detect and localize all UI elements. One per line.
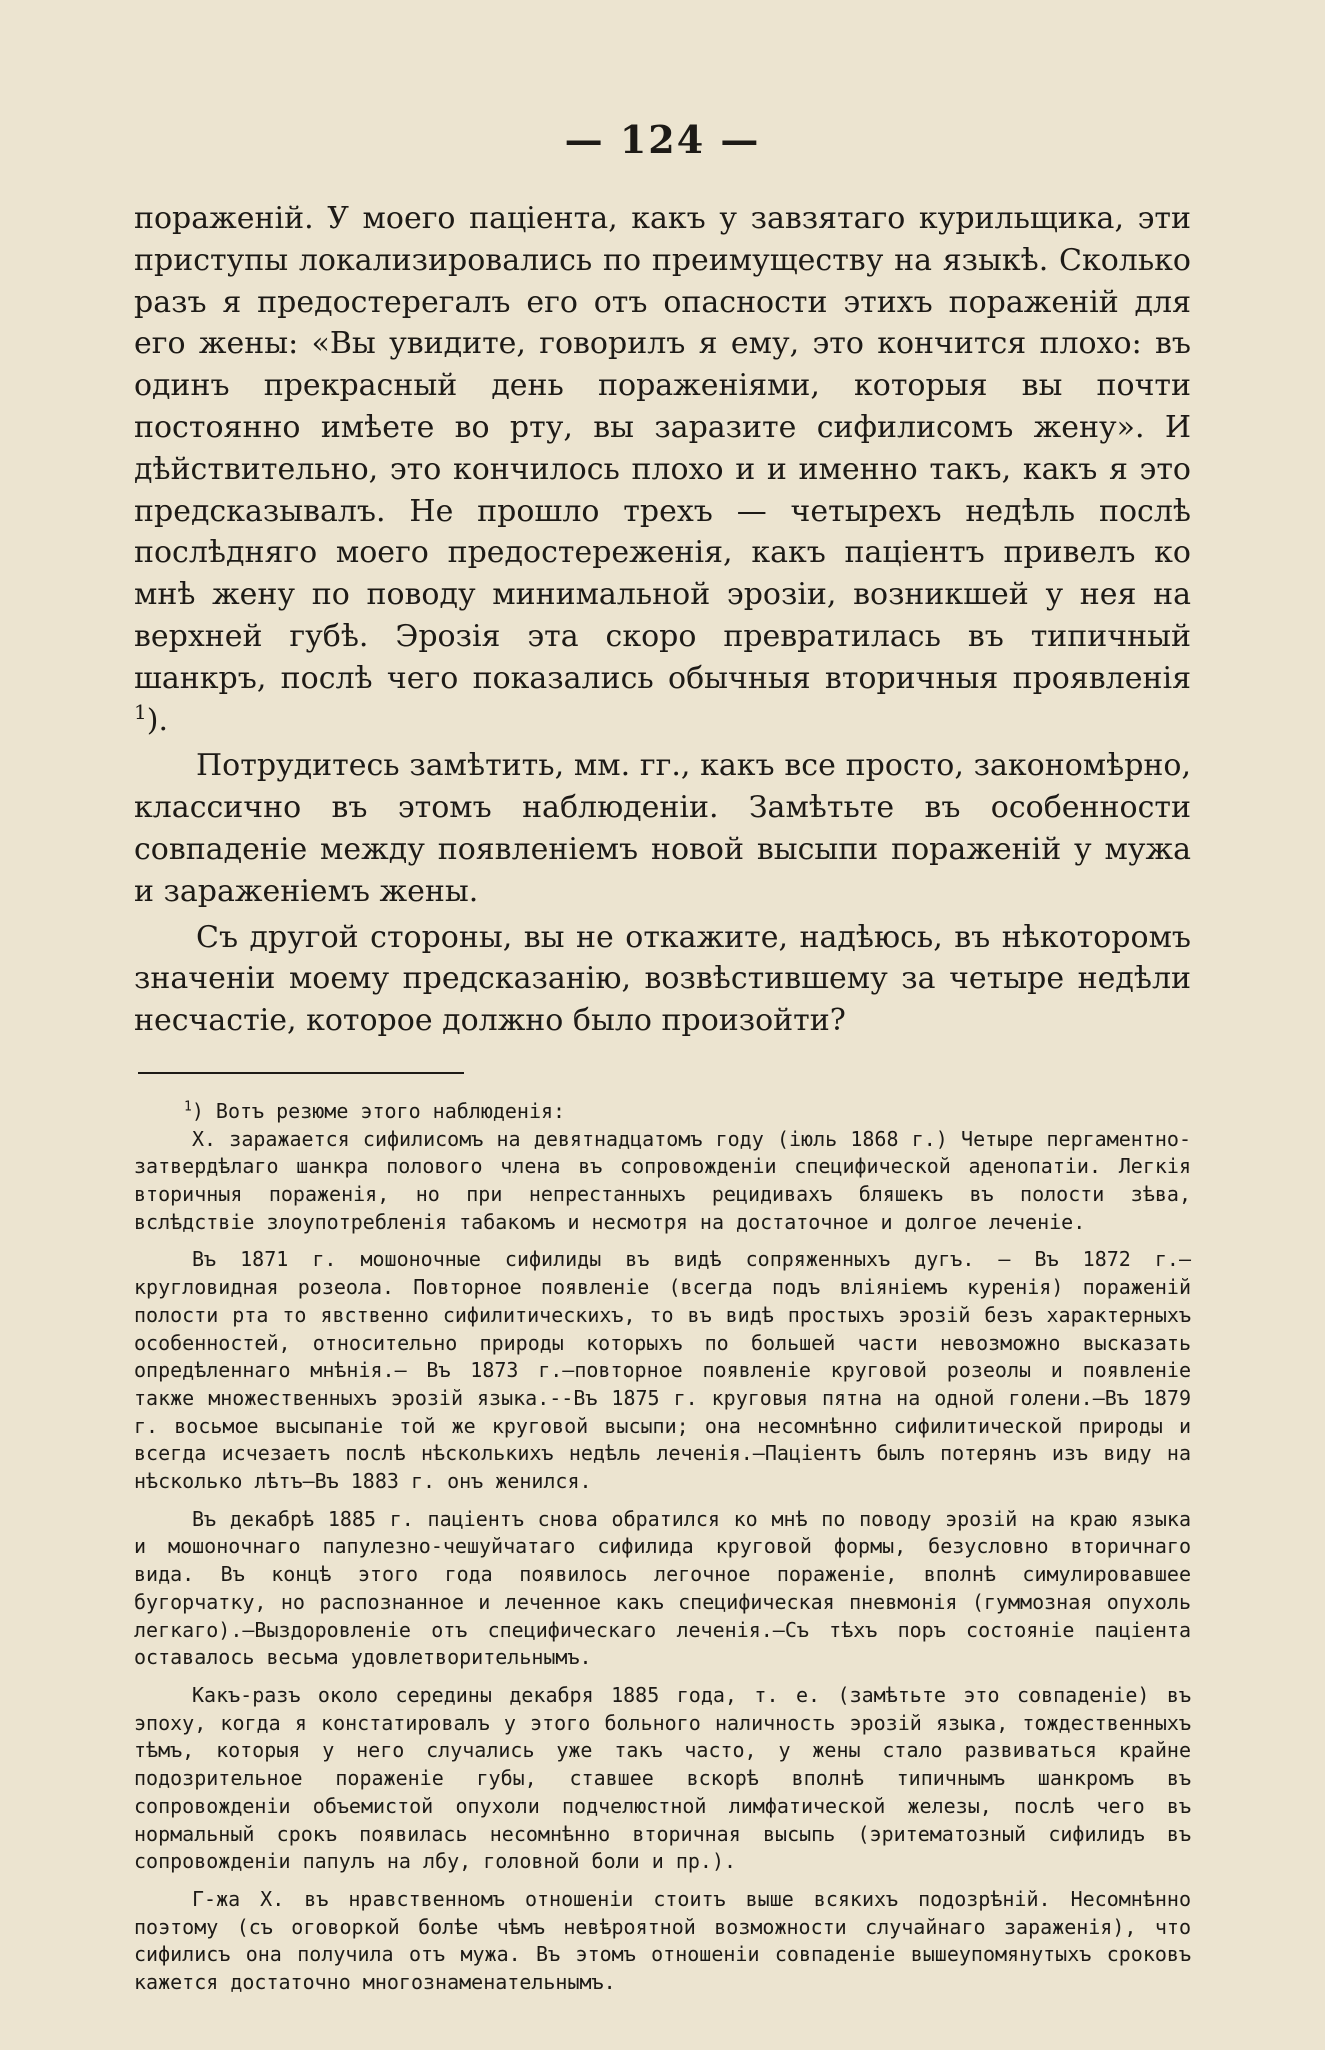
footnote-reference: 1 — [134, 699, 147, 724]
footnote-paragraph-1: X. заражается сифилисомъ на девятнадцатомъ году (іюль 1868 г.) Четыре пергаментно-затвердѣлаго шанкра полового члена въ сопровожденіи специфической аденопатіи. Легкія вторичныя пораженія, но при непрестанныхъ рецидивахъ бляшекъ въ полости зѣва, вслѣдствіе злоупотребленія табакомъ и несмотря на достаточное и долгое леченіе. — [134, 1126, 1191, 1234]
footnote-paragraph-2: Въ 1871 г. мошоночные сифилиды въ видѣ сопряженныхъ дугъ. — Въ 1872 г.—кругловидная розеола. Повторное появленіе (всегда подъ вліяніемъ куренія) пораженій полости рта то явственно сифилитическихъ, то въ видѣ простыхъ эрозій безъ характерныхъ особенностей, относительно природы которыхъ по большей части невозможно высказать опредѣленнаго мнѣнія.— Въ 1873 г.—повторное появленіе круговой розеолы и появленіе также множественныхъ эрозій языка.--Въ 1875 г. круговыя пятна на одной голени.—Въ 1879 г. восьмое высыпаніе той же круговой высыпи; она несомнѣнно сифилитической природы и всегда исчезаетъ послѣ нѣсколькихъ недѣль леченія.—Пацiентъ былъ потерянъ изъ виду на нѣсколько лѣтъ—Въ 1883 г. онъ женился. — [134, 1247, 1191, 1494]
footnotes — [134, 1098, 1191, 1997]
main-paragraph-2: Потрудитесь замѣтить, мм. гг., какъ все просто, закономѣрно, классично въ этомъ наблюденіи. Замѣтьте въ особенности совпаденіе между появленіемъ новой высыпи пораженій у мужа и зараженіемъ жены. — [134, 748, 1191, 909]
main-paragraph-1 — [134, 198, 1191, 741]
main-paragraph-1-text: пораженій. У моего пацiента, какъ у завзятаго курильщика, эти приступы локализировались по преимуществу на языкѣ. Сколько разъ я предостерегалъ его отъ опасности этихъ пораженій для его жены: «Вы увидите, говорилъ я ему, это кончится плохо: въ одинъ прекрасный день пораженіями, которыя вы почти постоянно имѣете во рту, вы заразите сифилисомъ жену». И дѣйствительно, это кончилось плохо и и именно такъ, какъ я это предсказывалъ. Не прошло трехъ — четырехъ недѣль послѣ послѣдняго моего предостереженія, какъ пацiентъ привелъ ко мнѣ жену по поводу минимальной эрозіи, возникшей у нея на верхней губѣ. Эрозія эта скоро превратилась въ типичный шанкръ, послѣ чего показались обычныя вторичныя проявленія — [134, 201, 1191, 696]
footnote-intro — [134, 1098, 1191, 1126]
main-paragraph-1-tail: ). — [146, 702, 168, 738]
footnote-paragraph-5: Г-жа X. въ нравственномъ отношеніи стоитъ выше всякихъ подозрѣній. Несомнѣнно поэтому (съ оговоркой болѣе чѣмъ невѣроятной возможности случайнаго зараженія), что сифилисъ она получила отъ мужа. Въ этомъ отношеніи совпаденіе вышеупомянутыхъ сроковъ кажется достаточно многознаменательнымъ. — [134, 1886, 1191, 1995]
footnote-paragraph-4: Какъ-разъ около середины декабря 1885 года, т. е. (замѣтьте это совпаденіе) въ эпоху, когда я констатировалъ у этого больного наличность эрозій языка, тождественныхъ тѣмъ, которыя у него случались уже такъ часто, у жены стало развиваться крайне подозрительное пораженіе губы, ставшее вскорѣ вполнѣ типичнымъ шанкромъ въ сопровожденіи объемистой опухоли подчелюстной лимфатической железы, послѣ чего въ нормальный срокъ появилась несомнѣнно вторичная высыпь (эритематозный сифилидъ въ сопровожденіи папулъ на лбу, головной боли и пр.). — [134, 1683, 1191, 1874]
footnote-separator — [138, 1072, 464, 1074]
page-number: — 124 — — [564, 117, 761, 162]
footnote-paragraph-3: Въ декабрѣ 1885 г. пацiентъ снова обратился ко мнѣ по поводу эрозій на краю языка и мошоночнаго папулезно-чешуйчатаго сифилида круговой формы, безусловно вторичнаго вида. Въ концѣ этого года появилось легочное пораженіе, вполнѣ симулировавшее бугорчатку, но распознанное и леченное какъ специфическая пневмонія (гуммозная опухоль легкаго).—Выздоровленіе отъ специфическаго леченія.—Съ тѣхъ поръ состояніе пацiента оставалось весьма удовлетворительнымъ. — [134, 1506, 1191, 1670]
footnote-marker: 1 — [184, 1099, 192, 1115]
main-paragraph-3: Съ другой стороны, вы не откажите, надѣюсь, въ нѣкоторомъ значеніи моему предсказанію, возвѣстившему за четыре недѣли несчастіе, которое должно было произойти? — [134, 919, 1191, 1039]
footnote-intro-text: ) Вотъ резюме этого наблюденія: — [191, 1098, 566, 1123]
main-text — [134, 198, 1191, 1042]
